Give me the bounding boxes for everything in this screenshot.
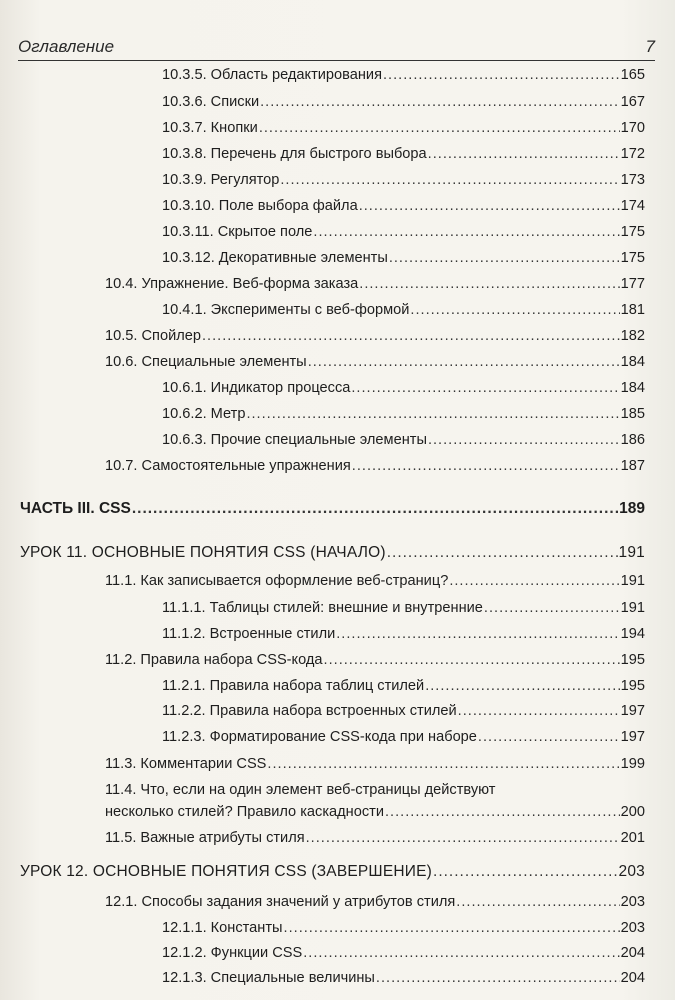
toc-entry [105,893,645,911]
toc-entry [105,457,645,475]
toc-entry-label: 11.1.2. Встроенные стили [162,626,336,642]
toc-entry-page: 195 [620,678,645,694]
leader-dots [303,944,619,962]
toc-entry [162,197,645,215]
toc-entry [162,728,645,746]
toc-entry-label: 11.2.3. Форматирование CSS-кода при наборе [162,729,477,745]
leader-dots [313,223,619,241]
toc-entry-label: 10.6.2. Метр [162,406,246,422]
header-page-number: 7 [645,37,655,56]
toc-entry-label: 12.1.2. Функции CSS [162,945,303,961]
leader-dots [284,919,620,937]
toc-entry-page: 199 [620,756,645,772]
toc-entry [105,829,645,847]
toc-entry [162,702,645,720]
leader-dots [280,171,619,189]
toc-entry-page: 187 [620,458,645,474]
toc-entry-page: 174 [620,198,645,214]
toc-entry-page: 182 [620,328,645,344]
toc-entry-page: 197 [620,729,645,745]
leader-dots [246,405,619,423]
toc-entry [162,405,645,423]
toc-entry-page: 181 [620,302,645,318]
toc-entry-label: 12.1. Способы задания значений у атрибутов стиля [105,894,456,910]
toc-entry [162,919,645,937]
toc-entry-label: 11.2.1. Правила набора таблиц стилей [162,678,425,694]
leader-dots [308,353,620,371]
toc-entry [162,66,645,84]
toc-entry-page: 204 [620,945,645,961]
toc-entry-page: 185 [620,406,645,422]
toc-entry-page: 172 [620,146,645,162]
leader-dots [383,66,620,84]
toc-entry-page: 203 [618,863,645,880]
leader-dots [428,145,620,163]
toc-lesson-entry [20,544,645,562]
toc-entry [162,145,645,163]
toc-entry-label: 11.2. Правила набора CSS-кода [105,652,323,668]
leader-dots [449,572,619,590]
toc-entry [162,223,645,241]
leader-dots [385,803,620,821]
leader-dots [425,677,619,695]
toc-entry-label: 10.4.1. Эксперименты с веб-формой [162,302,410,318]
toc-entry-page: 204 [620,970,645,986]
toc-entry-label: 12.1.3. Специальные величины [162,970,375,986]
toc-lesson-entry [20,863,645,881]
toc-entry-page: 203 [620,920,645,936]
leader-dots [352,457,620,475]
toc-entry [162,944,645,962]
toc-entry [162,171,645,189]
toc-entry-page: 197 [620,703,645,719]
toc-entry [162,599,645,617]
toc-entry-page: 191 [620,600,645,616]
toc-entry [105,755,645,773]
header-title: Оглавление [18,37,115,56]
leader-dots [351,379,619,397]
toc-entry-label: 11.1. Как записывается оформление веб-страниц? [105,573,449,589]
toc-entry-label: 10.3.11. Скрытое поле [162,224,313,240]
toc-entry-label-line2: несколько стилей? Правило каскадности [105,804,384,820]
toc-entry-label: 10.3.10. Поле выбора файла [162,198,358,214]
toc-entry-label: УРОК 11. ОСНОВНЫЕ ПОНЯТИЯ CSS (НАЧАЛО) [20,544,386,561]
toc-entry-label: 10.6. Специальные элементы [105,354,307,370]
toc-entry [162,625,645,643]
toc-entry-label: 11.3. Комментарии CSS [105,756,267,772]
toc-entry [162,677,645,695]
toc-entry-page: 201 [620,830,645,846]
leader-dots [484,599,620,617]
toc-entry-page: 186 [620,432,645,448]
leader-dots [359,197,620,215]
toc-entry-label: 10.3.5. Область редактирования [162,67,382,83]
toc-entry-label: ЧАСТЬ III. CSS [20,500,131,517]
leader-dots [456,893,619,911]
toc-entry-label: 10.6.3. Прочие специальные элементы [162,432,427,448]
toc-entry [105,651,645,669]
toc-entry-page: 184 [620,354,645,370]
toc-entry [105,327,645,345]
toc-entry-label: 11.5. Важные атрибуты стиля [105,830,305,846]
toc-entry-label: 10.3.7. Кнопки [162,120,258,136]
leader-dots [202,327,620,345]
toc-entry-page: 170 [620,120,645,136]
toc-entry-page: 167 [620,94,645,110]
toc-entry-label: 10.4. Упражнение. Веб-форма заказа [105,276,359,292]
toc-entry-page: 175 [620,250,645,266]
toc-entry-page: 189 [619,500,645,517]
leader-dots [306,829,620,847]
leader-dots [336,625,619,643]
leader-dots [132,500,618,518]
leader-dots [324,651,620,669]
toc-entry-label: 10.3.8. Перечень для быстрого выбора [162,146,427,162]
toc-entry-page: 165 [620,67,645,83]
toc-entry-label-line1: 11.4. Что, если на один элемент веб-страницы действуют [105,782,496,798]
toc-entry [105,353,645,371]
toc-entry [105,275,645,293]
toc-entry-label: 11.2.2. Правила набора встроенных стилей [162,703,457,719]
toc-entry-page: 195 [620,652,645,668]
toc-entry-page: 191 [618,544,645,561]
toc-entry [162,119,645,137]
toc-entry [105,803,645,821]
toc-entry-label: 10.3.9. Регулятор [162,172,280,188]
toc-entry [162,249,645,267]
leader-dots [428,431,620,449]
toc-entry-page: 200 [620,804,645,820]
toc-entry-label: 10.3.12. Декоративные элементы [162,250,388,266]
toc-entry-label: 11.1.1. Таблицы стилей: внешние и внутренние [162,600,483,616]
leader-dots [359,275,619,293]
leader-dots [389,249,620,267]
leader-dots [387,544,618,562]
leader-dots [410,301,619,319]
leader-dots [376,969,620,987]
leader-dots [433,863,618,881]
toc-entry-page: 175 [620,224,645,240]
toc-entry-page: 173 [620,172,645,188]
toc-entry-page: 191 [620,573,645,589]
toc-entry-page: 194 [620,626,645,642]
toc-entry [162,93,645,111]
toc-entry-page: 184 [620,380,645,396]
toc-entry [162,301,645,319]
toc-entry-page: 203 [620,894,645,910]
toc-entry-label: 10.3.6. Списки [162,94,260,110]
leader-dots [267,755,619,773]
leader-dots [458,702,620,720]
toc-entry [162,969,645,987]
toc-entry [162,379,645,397]
toc-entry-label: 10.5. Спойлер [105,328,201,344]
toc-entry-label: 10.6.1. Индикатор процесса [162,380,351,396]
leader-dots [259,119,620,137]
leader-dots [478,728,620,746]
toc-entry-label: 12.1.1. Константы [162,920,283,936]
leader-dots [260,93,620,111]
toc-entry-page: 177 [620,276,645,292]
toc-part-entry [20,500,645,518]
toc-entry-label: УРОК 12. ОСНОВНЫЕ ПОНЯТИЯ CSS (ЗАВЕРШЕНИЕ) [20,863,433,880]
toc-entry [105,572,645,590]
toc-entry-label: 10.7. Самостоятельные упражнения [105,458,351,474]
toc-entry [162,431,645,449]
